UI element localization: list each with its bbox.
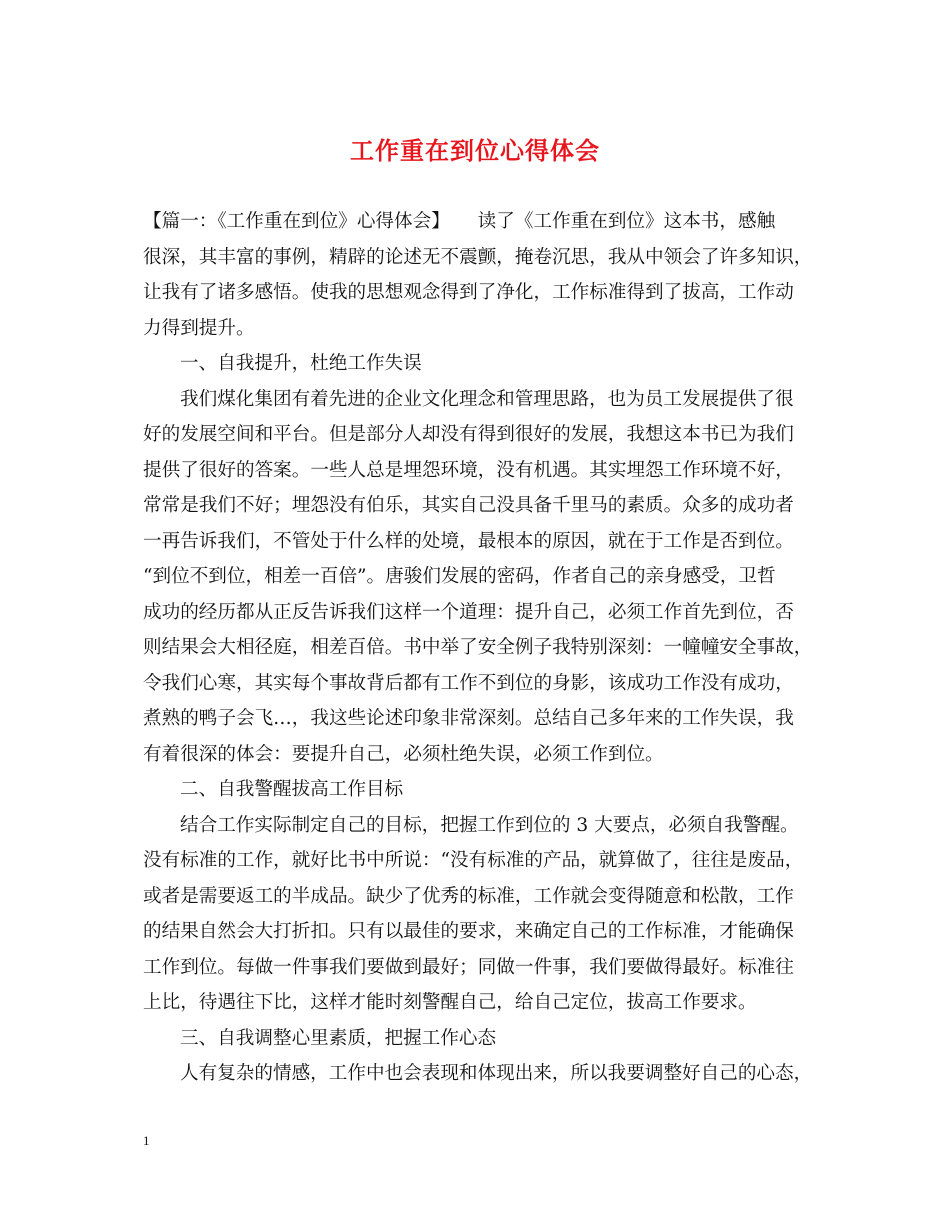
document-title: 工作重在到位心得体会 [350,136,600,165]
text-line: 一再告诉我们，不管处于什么样的处境，最根本的原因，就在于工作是否到位。 [143,530,794,552]
text-line: 的结果自然会大打折扣。只有以最佳的要求，来确定自己的工作标准，才能确保 [143,921,794,942]
text-line: 结合工作实际制定自己的目标，把握工作到位的 3 大要点，必须自我警醒。 [180,814,799,836]
text-line: 成功的经历都从正反告诉我们这样一个道理：提升自己，必须工作首先到位，否 [143,601,794,623]
text-line: 或者是需要返工的半成品。缺少了优秀的标准，工作就会变得随意和松散，工作 [143,885,794,907]
text-line: 【篇一：《工作重在到位》心得体会】 读了《工作重在到位》这本书，感触 [143,211,776,232]
text-line: 没有标准的工作，就好比书中所说：“没有标准的产品，就算做了，往往是废品， [143,850,804,871]
text-line: 上比，待遇往下比，这样才能时刻警醒自己，给自己定位，拔高工作要求。 [143,992,757,1013]
document-body [143,204,820,1092]
text-line: 令我们心寒，其实每个事故背后都有工作不到位的身影，该成功工作没有成功， [143,672,794,694]
text-line: 很深，其丰富的事例，精辟的论述无不震颤，掩卷沉思，我从中领会了许多知识， [143,246,813,268]
text-line: 让我有了诸多感悟。使我的思想观念得到了净化，工作标准得到了拔高，工作动 [143,282,794,303]
text-line: 好的发展空间和平台。但是部分人却没有得到很好的发展，我想这本书已为我们 [143,424,794,445]
text-line: 三、自我调整心里素质，把握工作心态 [180,1027,497,1049]
text-line: 人有复杂的情感，工作中也会表现和体现出来，所以我要调整好自己的心态， [180,1063,813,1084]
text-line: 提供了很好的答案。一些人总是埋怨环境，没有机遇。其实埋怨工作环境不好， [143,459,794,481]
text-line: 常常是我们不好；埋怨没有伯乐，其实自己没具备千里马的素质。众多的成功者 [143,495,794,516]
page-number: 1 [143,1133,150,1148]
text-line: 二、自我警醒拔高工作目标 [180,779,404,800]
text-line: 力得到提升。 [143,317,255,339]
text-line: 则结果会大相径庭，相差百倍。书中举了安全例子我特别深刻：一幢幢安全事故， [143,637,813,658]
text-line: 工作到位。每做一件事我们要做到最好；同做一件事，我们要做得最好。标准往 [143,956,794,978]
text-line: “到位不到位，相差一百倍”。唐骏们发展的密码，作者自己的亲身感受，卫哲 [143,566,776,587]
text-line: 煮熟的鸭子会飞…，我这些论述印象非常深刻。总结自己多年来的工作失误，我 [143,708,794,729]
text-line: 一、自我提升，杜绝工作失误 [180,353,422,374]
text-line: 有着很深的体会：要提升自己，必须杜绝失误，必须工作到位。 [143,743,664,765]
text-line: 我们煤化集团有着先进的企业文化理念和管理思路，也为员工发展提供了很 [180,388,794,410]
